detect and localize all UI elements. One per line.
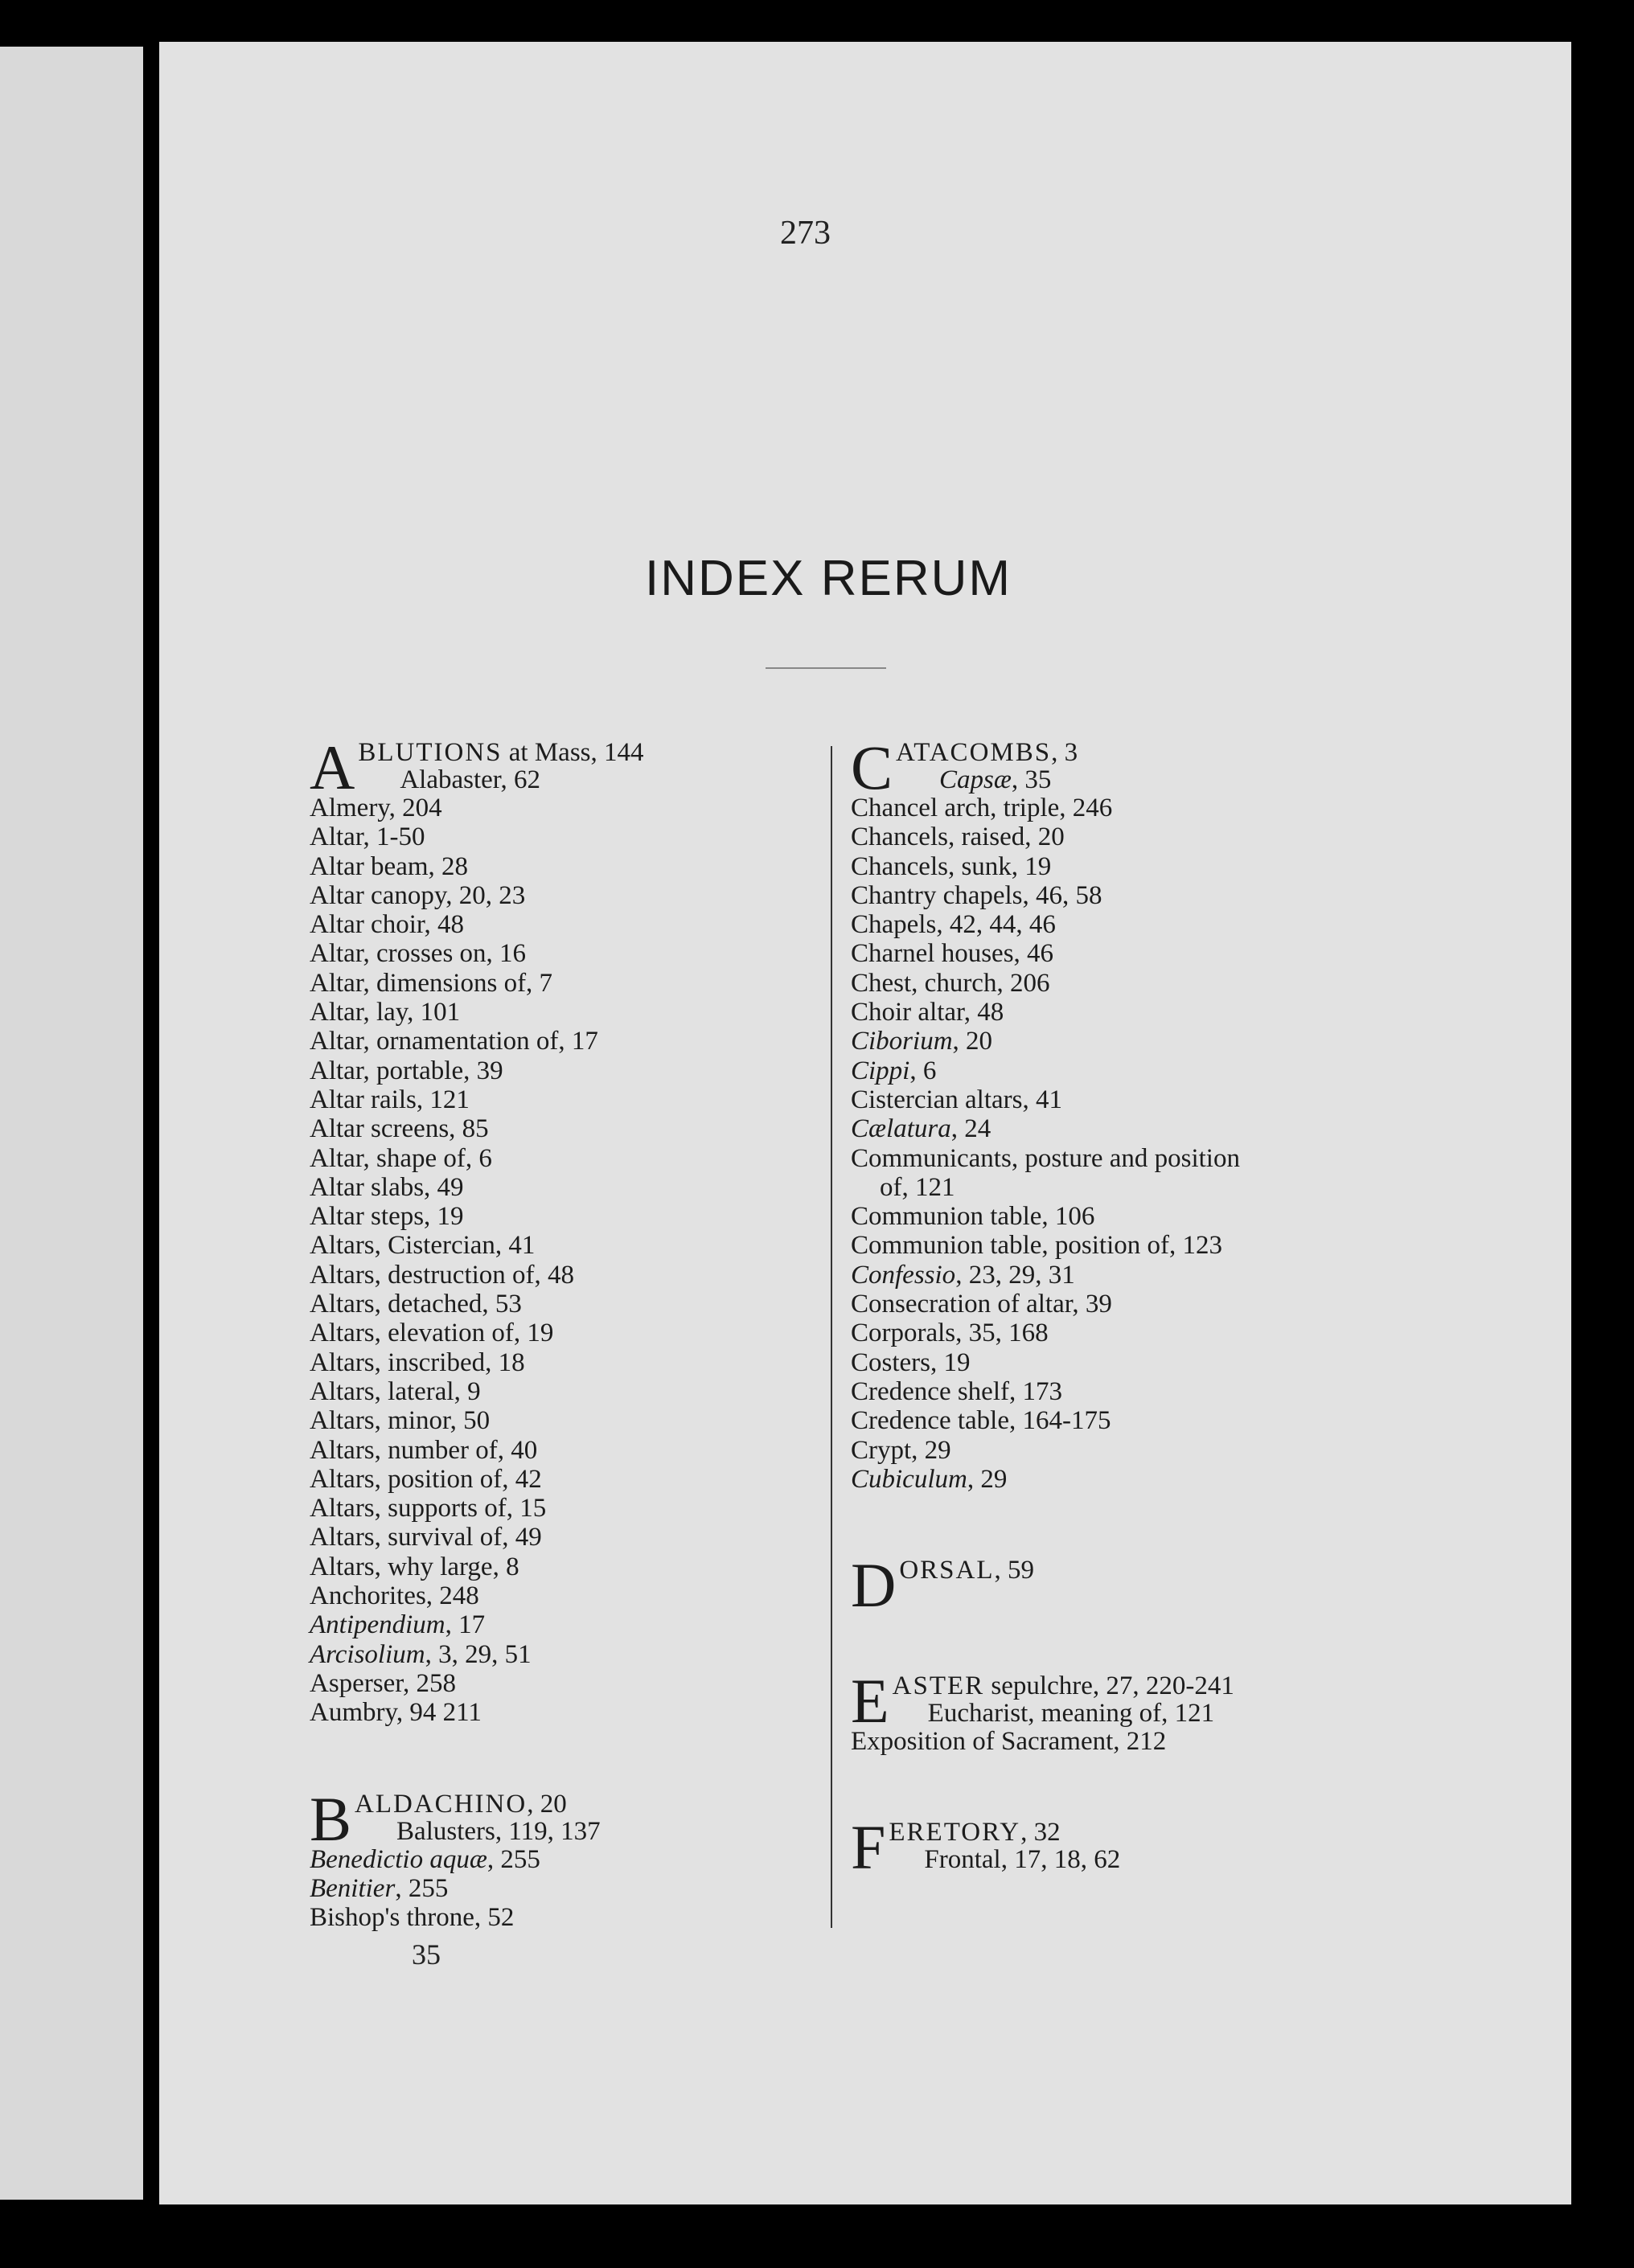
index-entry: Altar, 1-50 <box>310 822 425 852</box>
entry-pages: , 255 <box>487 1844 540 1874</box>
entry-lead: ASTER <box>892 1671 985 1701</box>
index-entry: Almery, 204 <box>310 794 442 822</box>
index-entry: Communicants, posture and position <box>851 1143 1240 1173</box>
entry-lead-rest: , 20 <box>527 1789 567 1819</box>
drop-cap: A <box>310 732 355 802</box>
index-entry: Alabaster, 62 <box>400 765 540 794</box>
index-entry: Chest, church, 206 <box>851 968 1050 998</box>
index-entry: Chantry chapels, 46, 58 <box>851 880 1102 910</box>
entry-pages: , 6 <box>909 1056 937 1085</box>
index-entry: Chancels, sunk, 19 <box>851 851 1052 881</box>
index-entry: Altar rails, 121 <box>310 1085 470 1114</box>
section-gap <box>851 1494 1382 1550</box>
index-entry: Altars, number of, 40 <box>310 1435 538 1465</box>
entry-lead-rest: sepulchre, 27, 220-241 <box>984 1671 1234 1701</box>
index-entry: Bishop's throne, 52 <box>310 1903 515 1933</box>
index-entry <box>851 1056 1382 1085</box>
drop-cap: E <box>851 1666 889 1737</box>
index-entry: Aumbry, 94 211 <box>310 1698 482 1728</box>
section-f <box>851 1812 1382 1883</box>
section-c <box>851 732 1382 802</box>
italic-term: Confessio <box>851 1260 956 1290</box>
section-gap <box>851 1610 1382 1666</box>
index-entry: Balusters, 119, 137 <box>396 1816 601 1846</box>
drop-cap: F <box>851 1812 886 1883</box>
index-entry <box>851 1027 1382 1056</box>
entry-lead: BLUTIONS <box>358 738 503 767</box>
index-entry: Credence shelf, 173 <box>851 1376 1062 1406</box>
index-entry <box>896 766 1051 794</box>
index-entry: Consecration of altar, 39 <box>851 1290 1112 1319</box>
index-entry: Altars, why large, 8 <box>310 1552 519 1581</box>
index-entry: Altar steps, 19 <box>310 1202 464 1232</box>
index-entry: Altars, detached, 53 <box>310 1290 522 1319</box>
entry-lead: ATACOMBS <box>896 738 1052 767</box>
index-entry <box>851 1261 1382 1290</box>
title-rule <box>766 667 886 669</box>
index-entry: Altars, lateral, 9 <box>310 1376 481 1406</box>
index-entry: Altars, elevation of, 19 <box>310 1319 554 1348</box>
index-entry: Asperser, 258 <box>310 1668 456 1698</box>
drop-cap: D <box>851 1550 897 1621</box>
entry-pages: , 20 <box>952 1027 993 1056</box>
index-entry: Cistercian altars, 41 <box>851 1085 1063 1114</box>
section-a <box>310 732 808 802</box>
entry-pages: , 255 <box>395 1873 449 1903</box>
index-entry: Altar beam, 28 <box>310 851 469 881</box>
entry-pages: , 35 <box>1011 765 1052 794</box>
index-entry: Anchorites, 248 <box>310 1581 479 1611</box>
drop-cap: B <box>310 1783 352 1854</box>
index-entry: Altar, crosses on, 16 <box>310 939 527 969</box>
entry-pages: , 17 <box>445 1610 486 1640</box>
italic-term: Cippi <box>851 1056 910 1085</box>
index-entry: Chancels, raised, 20 <box>851 822 1065 852</box>
index-entry: Altars, inscribed, 18 <box>310 1347 525 1377</box>
signature-mark: 35 <box>412 1938 441 1971</box>
index-entry: Communion table, position of, 123 <box>851 1231 1222 1261</box>
index-entry: Eucharist, meaning of, 121 <box>927 1699 1215 1729</box>
entry-lead: ALDACHINO <box>355 1789 528 1819</box>
index-column-left <box>310 732 808 1932</box>
entry-pages: , 3, 29, 51 <box>425 1639 532 1669</box>
index-entry: Altar, ornamentation of, 17 <box>310 1027 598 1056</box>
index-entry: Altar canopy, 20, 23 <box>310 880 526 910</box>
index-entry: Chapels, 42, 44, 46 <box>851 910 1056 940</box>
page-title: INDEX RERUM <box>644 551 1012 606</box>
italic-term: Antipendium <box>310 1610 445 1640</box>
column-divider <box>831 746 832 1928</box>
italic-term: Benitier <box>310 1873 396 1903</box>
index-entry <box>310 1640 808 1669</box>
index-entry: Altars, Cistercian, 41 <box>310 1231 536 1261</box>
index-entry: Chancel arch, triple, 246 <box>851 794 1113 822</box>
index-entry: Altar, lay, 101 <box>310 998 461 1027</box>
section-b <box>310 1783 808 1854</box>
entry-lead: ORSAL <box>899 1556 995 1585</box>
index-entry: Altars, destruction of, 48 <box>310 1260 575 1290</box>
page-number: 273 <box>780 215 831 252</box>
entry-lead-rest: at Mass, 144 <box>502 738 644 767</box>
entry-lead: ERETORY <box>889 1818 1021 1848</box>
index-entry: Altar screens, 85 <box>310 1114 489 1144</box>
index-entry: Frontal, 17, 18, 62 <box>924 1845 1121 1875</box>
previous-page-edge <box>0 47 143 2200</box>
index-entry: Communion table, 106 <box>851 1202 1095 1232</box>
index-entry <box>310 1610 808 1639</box>
index-entry <box>851 1114 1382 1143</box>
entry-pages: , 23, 29, 31 <box>955 1260 1075 1290</box>
italic-term: Cubiculum <box>851 1464 967 1494</box>
index-entry <box>310 1845 808 1874</box>
index-entry: Corporals, 35, 168 <box>851 1319 1049 1348</box>
index-entry: Altars, survival of, 49 <box>310 1523 542 1552</box>
index-entry: Altar, shape of, 6 <box>310 1143 492 1173</box>
index-entry: Credence table, 164-175 <box>851 1406 1111 1436</box>
entry-pages: , 29 <box>967 1464 1008 1494</box>
index-entry <box>310 1874 808 1903</box>
index-entry: Crypt, 29 <box>851 1435 951 1465</box>
italic-term: Cælatura <box>851 1114 951 1144</box>
italic-term: Arcisolium <box>310 1639 425 1669</box>
index-entry: Altars, supports of, 15 <box>310 1494 547 1524</box>
entry-lead-rest: , 3 <box>1051 738 1078 767</box>
drop-cap: C <box>851 732 893 802</box>
index-entry: Charnel houses, 46 <box>851 939 1054 969</box>
entry-lead-rest: , 32 <box>1020 1818 1061 1848</box>
index-entry: Choir altar, 48 <box>851 998 1004 1027</box>
section-d <box>851 1550 1382 1621</box>
italic-term: Capsæ <box>939 765 1012 794</box>
italic-term: Benedictio aquæ <box>310 1844 487 1874</box>
entry-lead-rest: , 59 <box>994 1556 1035 1585</box>
index-entry: Altar, portable, 39 <box>310 1056 503 1085</box>
section-gap <box>851 1756 1382 1812</box>
index-entry <box>851 1465 1382 1494</box>
index-entry: Altars, position of, 42 <box>310 1464 542 1494</box>
index-entry: Altars, minor, 50 <box>310 1406 491 1436</box>
index-entry: Altar choir, 48 <box>310 910 465 940</box>
italic-term: Ciborium <box>851 1027 953 1056</box>
entry-pages: , 24 <box>950 1114 991 1144</box>
index-column-right <box>851 732 1382 1883</box>
section-gap <box>310 1728 808 1784</box>
index-entry: Costers, 19 <box>851 1347 971 1377</box>
index-entry: Altar, dimensions of, 7 <box>310 968 553 998</box>
index-entry: Altar slabs, 49 <box>310 1172 464 1202</box>
index-entry: Exposition of Sacrament, 212 <box>851 1727 1167 1757</box>
index-entry-continued: of, 121 <box>880 1172 955 1202</box>
section-e <box>851 1666 1382 1737</box>
